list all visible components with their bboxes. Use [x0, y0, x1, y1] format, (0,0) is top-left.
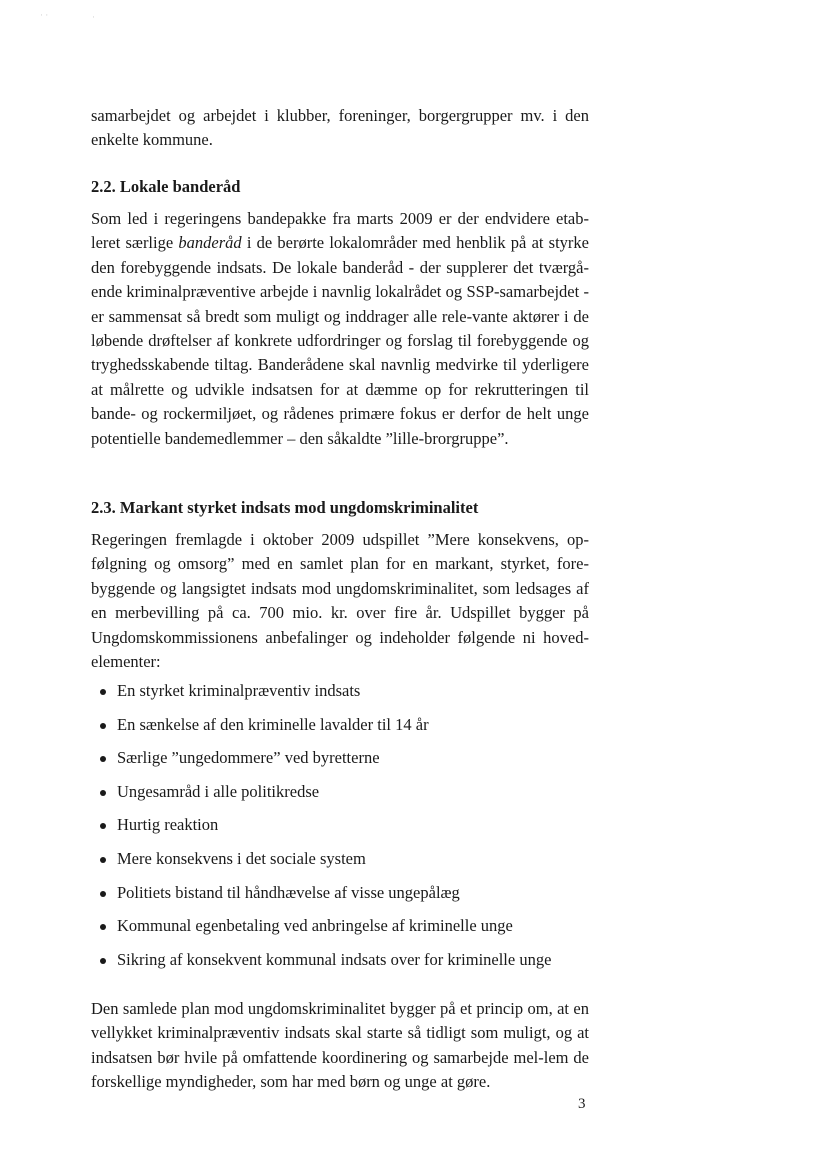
emphasis-term: banderåd — [178, 233, 242, 253]
bullet-icon — [100, 924, 106, 930]
list-item-text: Hurtig reaktion — [117, 815, 219, 835]
section-heading-2-3: 2.3. Markant styrket indsats mod ungdomskriminalitet — [91, 498, 479, 517]
bullet-icon — [100, 689, 106, 695]
bullet-icon — [100, 823, 106, 829]
bullet-icon — [100, 723, 106, 729]
list-item — [100, 814, 580, 848]
list-item — [100, 747, 580, 781]
intro-paragraph: samarbejdet og arbejdet i klubber, foreninger, borgergrupper mv. i den enkelte kommune. — [91, 106, 589, 150]
page-number: 3 — [578, 1096, 586, 1112]
paragraph-text: Som led i regeringens bandepakke fra marts 2009 er der endvidere etab-leret særlige — [91, 209, 589, 253]
list-item — [100, 949, 580, 983]
bullet-icon — [100, 790, 106, 796]
closing-paragraph: Den samlede plan mod ungdomskriminalitet bygger på et princip om, at en vellykket kriminalpræventiv indsats skal starte så tidligt som muligt, og at indsatsen bør hvile på omfattende koordinering og samarbejde mel-lem de forskellige myndigheder, som har med børn og unge at gøre. — [91, 999, 589, 1092]
bullet-icon — [100, 891, 106, 897]
list-item — [100, 915, 580, 949]
list-item — [100, 848, 580, 882]
list-item-text: Politiets bistand til håndhævelse af visse ungepålæg — [117, 882, 460, 902]
section-2-2-paragraph — [91, 207, 589, 451]
scan-speck: · · — [40, 10, 49, 20]
list-item-text: En sænkelse af den kriminelle lavalder til 14 år — [117, 714, 429, 734]
list-item-text: Sikring af konsekvent kommunal indsats over for kriminelle unge — [117, 949, 552, 969]
section-2-3-paragraph: Regeringen fremlagde i oktober 2009 udspillet ”Mere konsekvens, op-følgning og omsorg” med en samlet plan for en markant, styrket, fore-byggende og langsigtet indsats mod ungdomskriminalitet, som ledsages af en merbevilling på ca. 700 mio. kr. over fire år. Udspillet bygger på Ungdomskommissionens anbefalinger og indeholder følgende ni hoved-elementer: — [91, 530, 589, 672]
bullet-icon — [100, 857, 106, 863]
bullet-icon — [100, 756, 106, 762]
paragraph-text: i de berørte lokalområder med henblik på at styrke den forebyggende indsats. De lokale banderåd - der supplerer det tværgå-ende kriminalpræventive arbejde i navnlig lokalrådet og SSP-samarbejdet - er sammensat så bredt som muligt og inddrager alle rele-vante aktører i de løbende drøftelser af konkrete udfordringer og forslag til forebyggende og tryghedsskabende tiltag. Banderådene skal navnlig medvirke til yderligere at målrette og udvikle indsatsen for at dæmme op for rekrutteringen til bande- og rockermiljøet, og rådenes primære fokus er derfor de helt unge potentielle bandemedlemmer – den såkaldte ”lille-brorgruppe”. — [91, 233, 590, 448]
scan-speck: · — [92, 12, 95, 22]
main-elements-list — [100, 680, 580, 982]
list-item — [100, 680, 580, 714]
list-item-text: En styrket kriminalpræventiv indsats — [117, 681, 361, 700]
section-heading-2-2: 2.2. Lokale banderåd — [91, 177, 241, 196]
list-item-text: Kommunal egenbetaling ved anbringelse af kriminelle unge — [117, 916, 513, 936]
list-item-text: Mere konsekvens i det sociale system — [117, 848, 366, 868]
list-item-text: Ungesamråd i alle politikredse — [117, 781, 320, 801]
list-item-text: Særlige ”ungedommere” ved byretterne — [117, 748, 380, 768]
list-item — [100, 714, 580, 748]
list-item — [100, 781, 580, 815]
list-item — [100, 882, 580, 916]
bullet-icon — [100, 958, 106, 964]
